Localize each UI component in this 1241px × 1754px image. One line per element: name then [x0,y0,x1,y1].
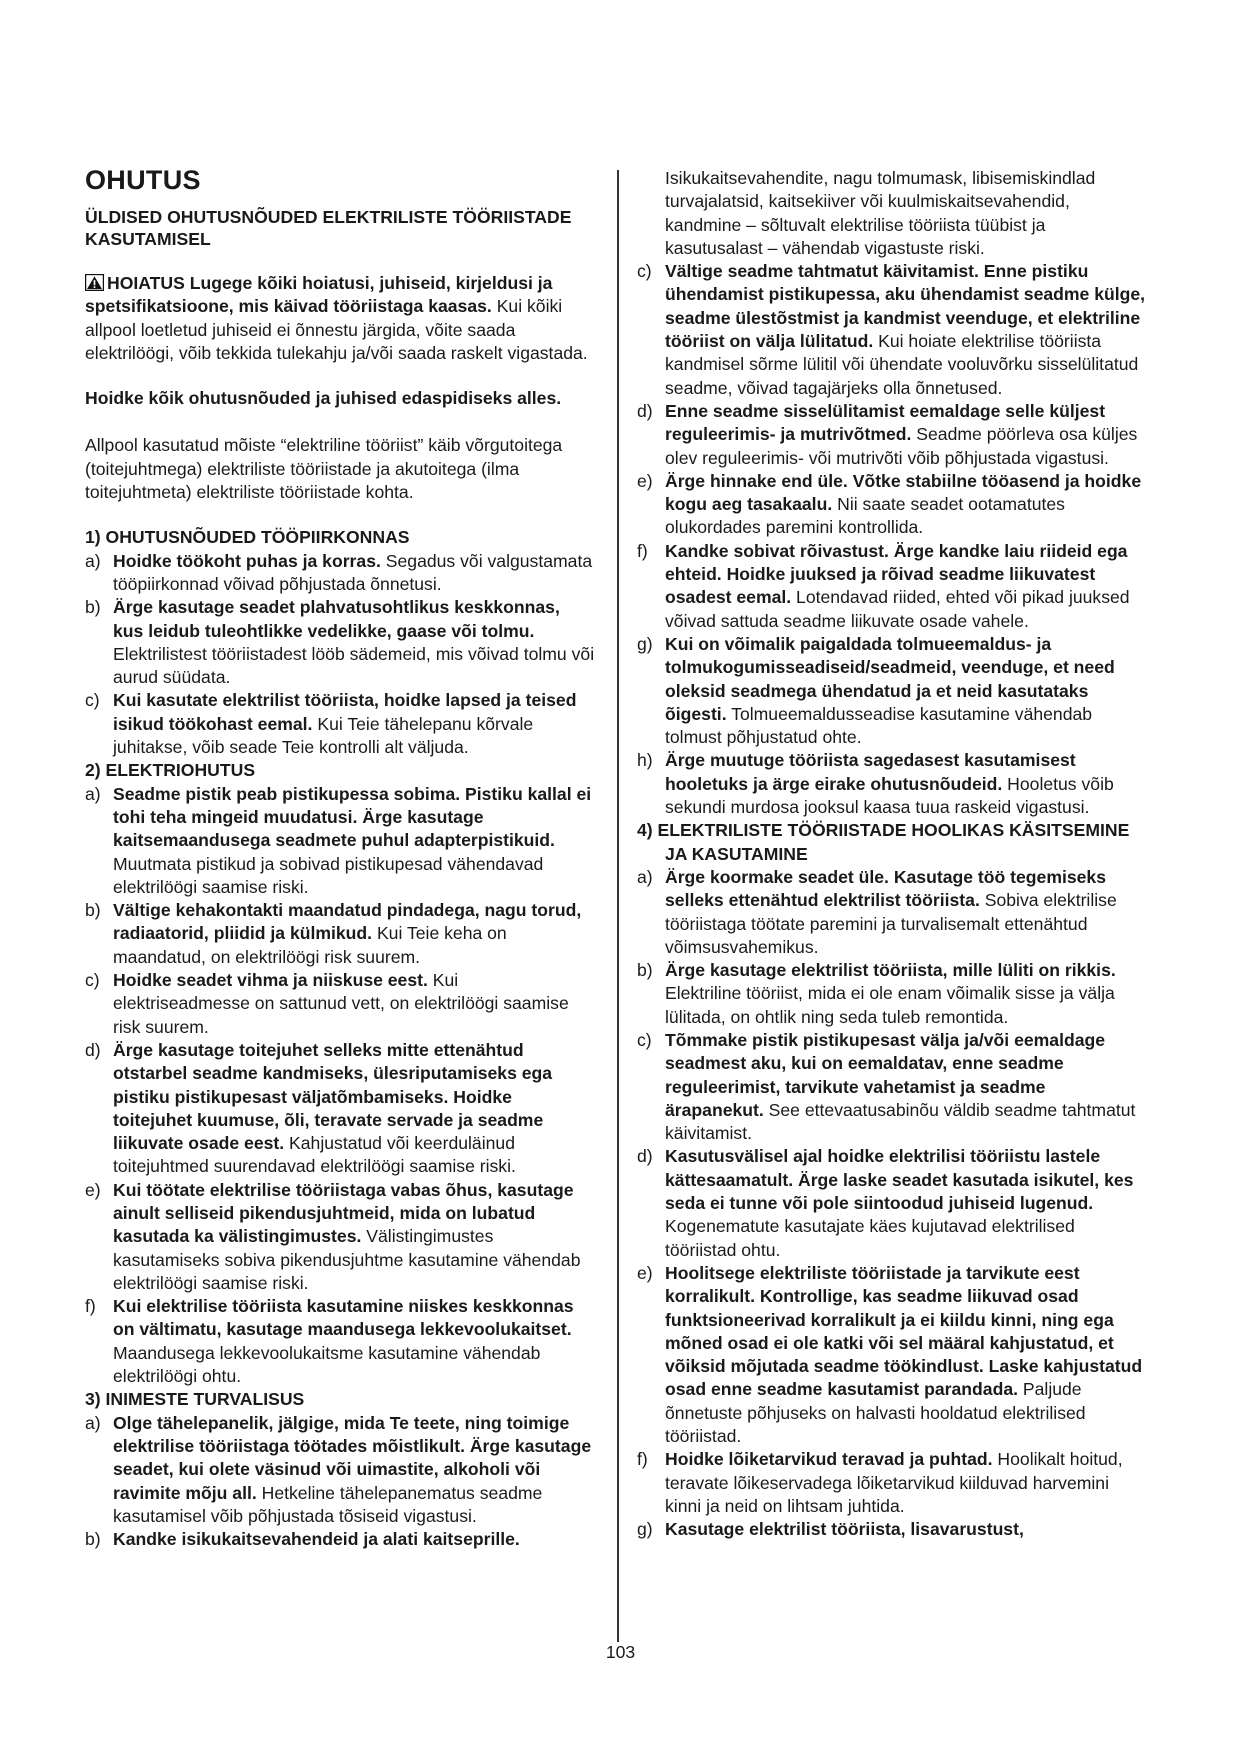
item-text: Seadme pöörleva osa küljes olev reguleerimis- või mutrivõti võib põhjustada vigastusi. [665,424,1138,468]
section-subtitle: ÜLDISED OHUTUSNÕUDED ELEKTRILISTE TÖÖRIISTADE KASUTAMISEL [85,207,572,249]
item-marker: c) [85,970,100,991]
item-marker: c) [637,261,652,282]
item-continuation: Isikukaitsevahendite, nagu tolmumask, libisemiskindlad turvajalatsid, kaitsekiiver või kuulmiskaitsevahendid, kandmine – sõltuvalt elektrilise tööriista tüübist ja kasutusalast – vähendab vigastuste riski. [665,168,1096,258]
list-item [637,470,1147,540]
item-marker: b) [85,597,101,618]
item-text: Hetkeline tähelepanematus seadme kasutamisel võib põhjustada tõsiseid vigastusi. [113,1482,543,1526]
item-marker: c) [637,1029,652,1050]
warning-triangle-icon [85,274,104,291]
item-text: Muutmata pistikud ja sobivad pistikupesad vähendavad elektrilöögi saamise riski. [113,853,544,897]
list-item [85,969,595,1039]
item-text: Segadus või valgustamata tööpiirkonnad võivad põhjustada õnnetusi. [113,550,593,594]
item-bold: Kandke sobivat rõivastust. Ärge kandke laiu riideid ega ehteid. Hoidke juuksed ja rõivad seadme liikuvatest osadest eemal. [665,540,1128,608]
list-item [85,550,595,597]
item-marker: f) [85,1296,96,1317]
list-item [85,689,595,759]
keep-instructions: Hoidke kõik ohutusnõuded ja juhised edaspidiseks alles. [85,388,562,409]
item-text: Kui Teie keha on maandatud, on elektrilöögi risk suurem. [113,923,507,967]
item-bold: Kui elektrilise tööriista kasutamine niiskes keskkonnas on vältimatu, kasutage maandusega lekkevoolukaitset. [113,1296,574,1340]
item-bold: Vältige kehakontakti maandatud pindadega, nagu torud, radiaatorid, pliidid ja külmikud. [113,900,582,944]
section-heading-4-label: 4) ELEKTRILISTE TÖÖRIISTADE HOOLIKAS KÄSITSEMINE JA KASUTAMINE [637,820,1130,864]
item-marker: f) [637,540,648,561]
list-item [85,1528,595,1551]
item-bold: Kui töötate elektrilise tööriistaga vabas õhus, kasutage ainult selliseid pikendusjuhtmeid, mida on lubatud kasutada ka välistingimustes. [113,1179,574,1247]
list-item [637,1262,1147,1448]
item-marker: c) [85,690,100,711]
item-bold: Hoidke lõiketarvikud teravad ja puhtad. [665,1449,993,1470]
item-bold: Tõmmake pistik pistikupesast välja ja/või eemaldage seadmest aku, kui on eemaldatav, enne seadme reguleerimist, tarvikute vahetamist ja seadme ärapanekut. [665,1029,1106,1120]
item-marker: h) [637,750,653,771]
item-text: Kogenematute kasutajate käes kujutavad elektrilised tööriistad ohtu. [665,1216,1075,1260]
item-bold: Hoidke töökoht puhas ja korras. [113,550,381,571]
item-marker: d) [637,1146,653,1167]
item-bold: Enne seadme sisselülitamist eemaldage selle küljest reguleerimis- ja mutrivõtmed. [665,400,1106,445]
item-text: Kui Teie tähelepanu kõrvale juhitakse, võib seade Teie kontrolli alt väljuda. [113,713,534,758]
item-bold: Kandke isikukaitsevahendeid ja alati kaitseprille. [113,1529,520,1550]
list-item [85,783,595,899]
list-item [85,899,595,969]
item-text: Lotendavad riided, ehted või pikad juuksed võivad sattuda seadme liikuvate osade vahele. [665,587,1130,631]
right-column [637,167,1147,1542]
item-marker: g) [637,1519,653,1540]
item-text: Nii saate seadet ootamatutes olukordades paremini kontrollida. [665,494,1065,538]
item-text: Kui elektriseadmesse on sattunud vett, on elektrilöögi saamise risk suurem. [113,970,569,1037]
item-bold: Ärge hinnake end üle. Võtke stabiilne tööasend ja hoidke kogu aeg tasakaalu. [665,470,1142,515]
item-marker: d) [637,400,653,421]
item-marker: a) [85,550,101,571]
item-marker: g) [637,633,653,654]
item-bold: Vältige seadme tahtmatut käivitamist. Enne pistiku ühendamist pistikupessa, aku ühendamist seadme külge, seadme ülestõstmist ja kandmist veenduge, et elektriline tööriist on välja lülitatud. [665,261,1146,352]
list-item [637,1518,1147,1541]
page-title: OHUTUS [85,165,201,195]
list-item [637,959,1147,1029]
item-bold: Ärge koormake seadet üle. Kasutage töö tegemiseks selleks ettenähtud elektrilist tööriista. [665,866,1106,911]
item-bold: Ärge kasutage toitejuhet selleks mitte ettenähtud otstarbel seadme kandmiseks, ülesriputamiseks ega pistiku pistikupesast väljatõmbamiseks. Hoidke toitejuhet kuumuse, õli, teravate servade ja seadme liikuvate osade eest. [113,1039,553,1154]
section-heading-1: 1) OHUTUSNÕUDED TÖÖPIIRKONNAS [85,527,410,548]
item-text: Elektrilistest tööriistadest lööb sädemeid, mis võivad tolmu või aurud süüdata. [113,643,595,688]
section-heading-2: 2) ELEKTRIOHUTUS [85,760,256,781]
list-item [637,866,1147,959]
left-column [85,164,595,1551]
item-marker: e) [85,1179,101,1200]
intro-paragraph: Allpool kasutatud mõiste “elektriline tööriist” käib võrgutoitega (toitejuhtmega) elektriliste tööriistade ja akutoitega (ilma toitejuhtmeta) elektriliste tööriistade kohta. [85,435,563,503]
item-marker: b) [637,960,653,981]
item-marker: d) [85,1039,101,1060]
item-bold: Kasutage elektrilist tööriista, lisavarustust, [665,1519,1024,1540]
item-text: Paljude õnnetuste põhjuseks on halvasti hooldatud elektrilised tööriistad. [665,1379,1086,1447]
item-marker: a) [637,866,653,887]
item-text: Maandusega lekkevoolukaitsme kasutamine vähendab elektrilöögi ohtu. [113,1342,541,1387]
list-item [637,633,1147,749]
section-heading-4 [637,819,1147,866]
item-text: Hooletus võib sekundi murdosa jooksul kaasa tuua raskeid vigastusi. [665,773,1114,818]
item-bold: Ärge kasutage seadet plahvatusohtlikus keskkonnas, kus leidub tuleohtlikke vedelikke, gaase või tolmu. [113,597,560,641]
list-item [85,596,595,689]
item-bold: Kui on võimalik paigaldada tolmueemaldus- ja tolmukogumisseadiseid/seadmeid, veenduge, et need oleksid seadmega ühendatud ja et neid kasutataks õigesti. [665,633,1115,724]
list-item [637,749,1147,819]
column-divider [617,170,619,1642]
item-bold: Ärge kasutage elektrilist tööriista, mille lüliti on rikkis. [665,960,1116,981]
warning-text: Kui kõiki allpool loetletud juhiseid ei õnnestu järgida, võite saada elektrilöögi, võib tekkida tulekahju ja/või saada raskelt vigastada. [85,296,588,363]
item-bold: Kui kasutate elektrilist tööriista, hoidke lapsed ja teised isikud töökohast eemal. [113,690,577,734]
warning-bold: HOIATUS Lugege kõiki hoiatusi, juhiseid, kirjeldusi ja spetsifikatsioone, mis käivad tööriistaga kaasas. [85,273,553,317]
item-bold: Kasutusvälisel ajal hoidke elektrilisi tööriistu lastele kättesaamatult. Ärge laske seadet kasutada isikutel, kes seda ei tunne või pole siintoodud juhiseid lugenud. [665,1146,1134,1214]
list-item [637,540,1147,633]
item-bold: Hoidke seadet vihma ja niiskuse eest. [113,970,428,991]
list-item [85,1295,595,1388]
item-text: Hoolikalt hoitud, teravate lõikeservadega lõiketarvikud kiilduvad harvemini kinni ja neid on lihtsam juhtida. [665,1449,1123,1516]
item-bold: Seadme pistik peab pistikupessa sobima. Pistiku kallal ei tohi teha mingeid muudatusi. Ärge kasutage kaitsemaandusega seadmete puhul adapterpistikuid. [113,783,592,851]
list-item [637,260,1147,400]
page-number: 103 [605,1642,636,1662]
list-item [637,1448,1147,1518]
item-marker: a) [85,1412,101,1433]
item-text: Elektriline tööriist, mida ei ole enam võimalik sisse ja välja lülitada, on ohtlik ning seda tuleb remontida. [665,983,1115,1027]
item-marker: e) [637,1262,653,1283]
item-text: Kahjustatud või keerduläinud toitejuhtmed suurendavad elektrilöögi saamise riski. [113,1133,516,1177]
item-text: Sobiva elektrilise tööriistaga töötate paremini ja turvalisemalt ettenähtud võimsusvahemikus. [665,890,1117,957]
section-heading-3: 3) INIMESTE TURVALISUS [85,1389,305,1410]
item-marker: b) [85,900,101,921]
item-marker: a) [85,783,101,804]
item-bold: Hoolitsege elektriliste tööriistade ja tarvikute eest korralikult. Kontrollige, kas seadme liikuvad osad funktsioneerivad korralikult ja ei kiildu kinni, ning ega mõned osad ei ole katki või sel määral kahjustatud, et võiksid mõjutada seadme töökindlust. Laske kahjustatud osad enne seadme kasutamist parandada. [665,1262,1143,1400]
list-item [85,1412,595,1528]
item-bold: Ärge muutuge tööriista sagedasest kasutamisest hooletuks ja ärge eirake ohutusnõudeid. [665,750,1076,794]
list-item [85,1039,595,1179]
list-item [85,1179,595,1295]
list-item [637,1145,1147,1261]
list-item [637,1029,1147,1145]
item-text: Tolmueemaldusseadise kasutamine vähendab tolmust põhjustatud ohte. [665,703,1093,748]
warning-paragraph [85,272,595,365]
item-text: Kui hoiate elektrilise tööriista kandmisel sõrme lülitil või ühendate vooluvõrku sisselülitatud seadme, võivad tagajärjeks olla õnnetused. [665,331,1139,398]
item-text: See ettevaatusabinõu väldib seadme tahtmatut käivitamist. [665,1099,1136,1144]
item-marker: e) [637,470,653,491]
item-marker: f) [637,1449,648,1470]
item-bold: Olge tähelepanelik, jälgige, mida Te teete, ning toimige elektrilise tööriistaga töötades mõistlikult. Ärge kasutage seadet, kui olete väsinud või uimastite, alkoholi või ravimite mõju all. [113,1412,592,1503]
item-marker: b) [85,1529,101,1550]
item-text: Välistingimustes kasutamiseks sobiva pikendusjuhtme kasutamine vähendab elektrilöögi saamise riski. [113,1226,581,1293]
list-item [637,400,1147,470]
